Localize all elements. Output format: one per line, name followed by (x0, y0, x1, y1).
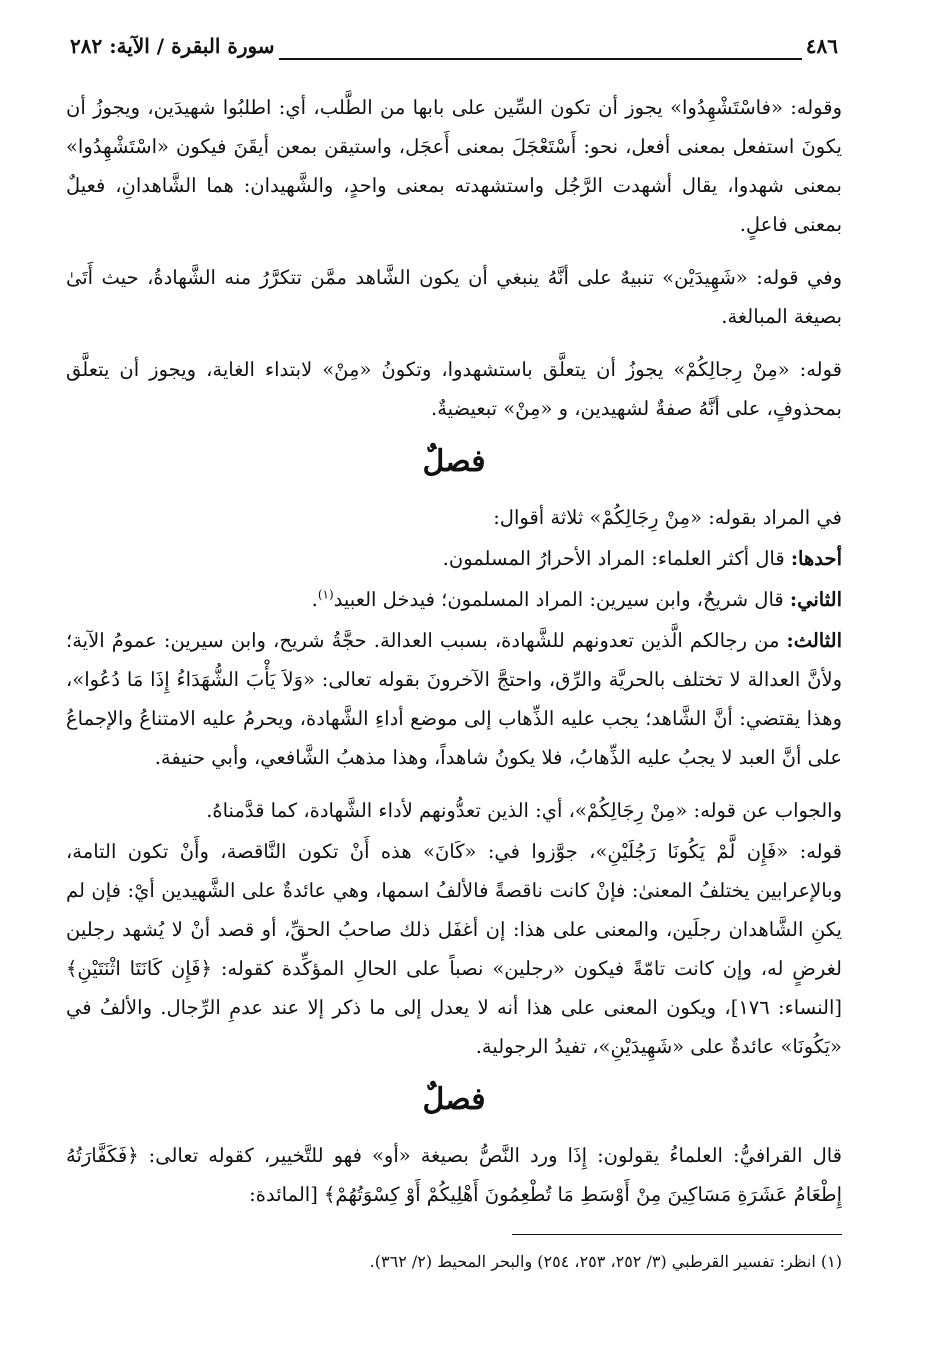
opinion-second-label: الثاني: (789, 588, 842, 611)
surah-verse-label: سورة البقرة / الآية: ٢٨٢ (66, 34, 279, 60)
opinion-second (66, 580, 842, 619)
footnote: (١) انظر: تفسير القرطبي (٣/ ٢٥٢، ٢٥٣، ٢٥٤) والبحر المحيط (٢/ ٣٦٢). (369, 1252, 842, 1271)
page-body (66, 88, 842, 1275)
section1-intro: في المراد بقوله: «مِنْ رِجَالِكُمْ» ثلاثة أقوال: (493, 506, 842, 529)
section2-text: قال القرافيُّ: العلماءُ يقولون: إِذَا ورد النَّصُّ بصيغة «أو» فهو للتَّخيير، كقوله تعالى: ﴿فَكَفَّارَتُهُ إِطْعَامُ عَشَرَةِ مَسَاكِينَ مِنْ أَوْسَطِ مَا تُطْعِمُونَ أَهْلِيكُمْ أَوْ كِسْوَتُهُمْ﴾ [المائدة: (66, 1144, 842, 1206)
footnote-marker[interactable]: (١) (317, 587, 334, 602)
paragraph-kana: قوله: «فَإِن لَّمْ يَكُونَا رَجُلَيْنِ»، جوَّزوا في: «كَانَ» هذه أَنْ تكون النَّاقصة، وأَنْ تكون التامة، وبالإعرابين يختلفُ المعنىٰ: فإنْ كانت ناقصةً فالألفُ اسمها، وهي عائدةٌ على الشَّهيدين أيْ: فإن لم يكنِ الشَّاهدان رجلَين، والمعنى على هذا: إن أغفَل ذلك صاحبُ الحقِّ، أو قصد أنْ لا يُشهد رجلين لغرضٍ له، وإن كانت تامّةً فيكون «رجلين» نصباً على الحالِ المؤكِّدة كقوله: ﴿فَإِن كَانَتَا اثْنَتَيْنِ﴾ [النساء: ١٧٦]، ويكون المعنى على هذا أنه لا يعدل إلى ما ذكر إلا عند عدمِ الرِّجال. والألفُ في «يَكُونَا» عائدةٌ على «شَهِيدَيْنِ»، تفيدُ الرجولية. (66, 840, 842, 1058)
opinion-third-label: الثالث: (786, 629, 842, 652)
footnote-rule (512, 1234, 842, 1235)
paragraph-3: قوله: «مِنْ رِجالِكُمْ» يجوزُ أن يتعلَّق باستشهدوا، وتكونُ «مِنْ» لابتداء الغاية، ويجوز أن يتعلَّق بمحذوفٍ، على أنَّهُ صفةٌ لشهيدين، و «مِنْ» تبعيضيةٌ. (66, 358, 842, 420)
opinion-third-text: من رجالكم الَّذين تعدونهم للشَّهادة، بسبب العدالة. حجَّةُ شريح، وابن سيرين: عمومُ الآية؛ ولأنَّ العدالة لا تختلف بالحريَّة والرِّق، واحتجَّ الآخرونَ بقوله تعالى: «وَلاَ يَأْبَ الشُّهَدَاءُ إِذَا مَا دُعُوا»، وهذا يقتضي: أنَّ الشَّاهد؛ يجب عليه الذِّهاب إلى موضع أداءِ الشَّهادة، ويحرمُ عليه الامتناعُ والإجماعُ على أنَّ العبد لا يجبُ عليه الذِّهابُ، فلا يكونُ شاهداً، وهذا مذهبُ الشَّافعي، وأبي حنيفة. (66, 629, 842, 769)
answer-paragraph: والجواب عن قوله: «مِنْ رِجَالِكُمْ»، أي: الذين تعدُّونهم لأداء الشَّهادة، كما قدَّمناهُ. (206, 799, 842, 822)
opinion-third (66, 621, 842, 777)
book-page (66, 26, 842, 1275)
section-heading-2: فصلٌ (422, 1082, 486, 1117)
opinion-second-end: . (311, 588, 318, 611)
opinion-first-text: قال أكثر العلماء: المراد الأحرارُ المسلمون. (442, 547, 791, 570)
opinion-first (66, 539, 842, 578)
opinion-first-label: أحدها: (790, 547, 842, 570)
paragraph-2: وفي قوله: «شَهِيدَيْن» تنبيهٌ على أنَّهُ ينبغي أن يكون الشَّاهد ممَّن تتكرَّرُ منه الشَّهادةُ، حيث أَتَىٰ بصيغة المبالغة. (66, 266, 842, 328)
page-number: ٤٨٦ (802, 34, 842, 60)
running-header (66, 26, 842, 60)
opinion-second-text: قال شريحٌ، وابن سيرين: المراد المسلمون؛ فيدخل العبيد (333, 588, 790, 611)
section-heading-1: فصلٌ (422, 444, 486, 479)
paragraph-1: وقوله: «فاسْتَشْهِدُوا» يجوز أن تكون السِّين على بابها من الطَّلب، أي: اطلبُوا شهيدَين، ويجوزُ أن يكونَ استفعل بمعنى أفعل، نحو: أَسْتَعْجَلَ بمعنى أَعجَل، واستيقن بمعن أيقَنَ فيكون «اسْتَشْهِدُوا» بمعنى شهدوا، يقال أشهدت الرَّجُل واستشهدته بمعنى واحدٍ، والشَّهيدان: هما الشَّاهدانِ، فعيلٌ بمعنى فاعلٍ. (66, 96, 842, 236)
